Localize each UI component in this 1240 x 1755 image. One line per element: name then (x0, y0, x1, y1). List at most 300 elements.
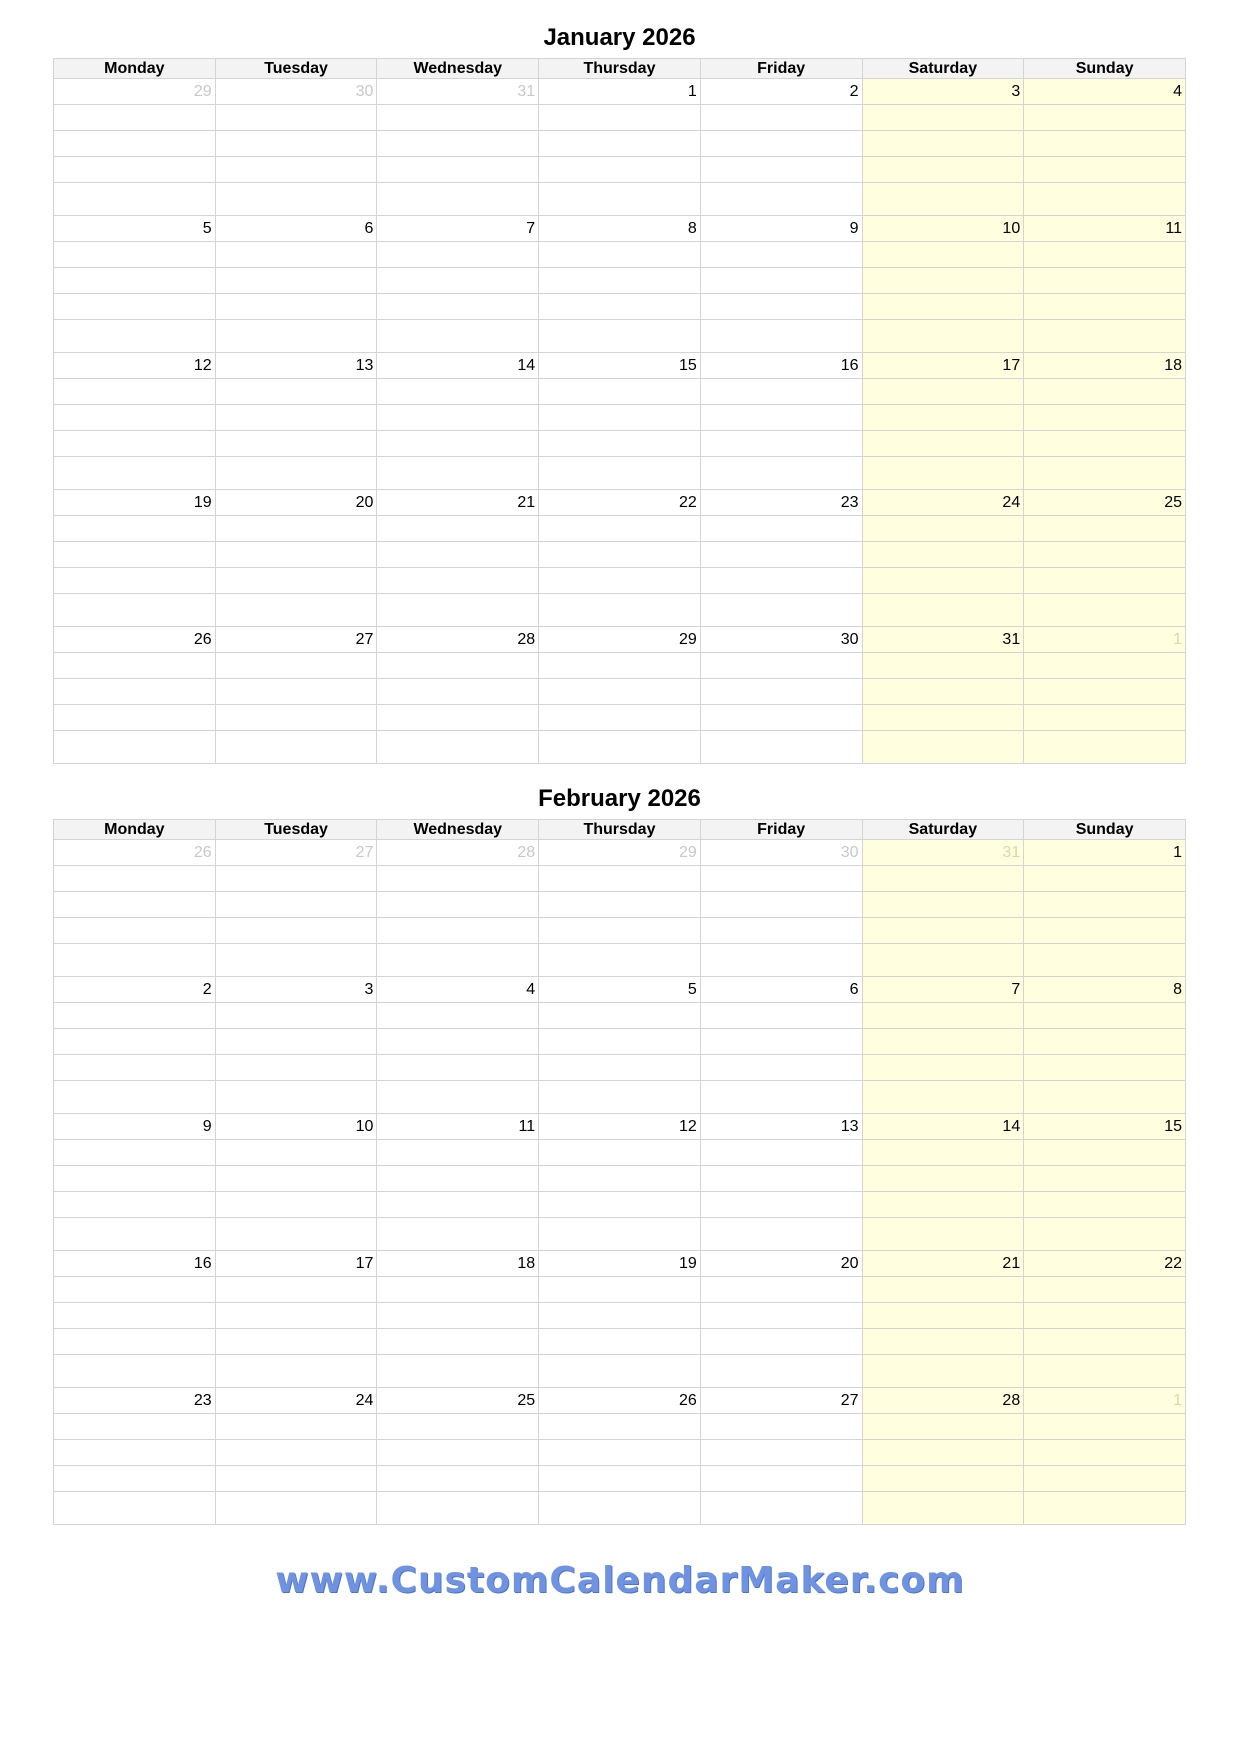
note-line[interactable] (862, 379, 1024, 405)
day-cell[interactable] (700, 353, 862, 379)
note-line[interactable] (54, 653, 216, 679)
note-line[interactable] (539, 379, 701, 405)
note-line[interactable] (1024, 1029, 1186, 1055)
note-line[interactable] (1024, 294, 1186, 320)
note-line[interactable] (215, 516, 377, 542)
note-line[interactable] (1024, 1081, 1186, 1114)
day-cell[interactable] (539, 840, 701, 866)
note-line[interactable] (377, 679, 539, 705)
note-line[interactable] (54, 379, 216, 405)
note-line[interactable] (862, 1192, 1024, 1218)
note-line[interactable] (700, 320, 862, 353)
note-line[interactable] (377, 157, 539, 183)
note-line[interactable] (54, 1355, 216, 1388)
day-cell[interactable] (862, 627, 1024, 653)
note-line[interactable] (1024, 242, 1186, 268)
note-line[interactable] (862, 1303, 1024, 1329)
note-line[interactable] (1024, 679, 1186, 705)
day-cell[interactable] (862, 490, 1024, 516)
note-line[interactable] (215, 918, 377, 944)
note-line[interactable] (1024, 516, 1186, 542)
note-line[interactable] (215, 431, 377, 457)
note-line[interactable] (377, 1218, 539, 1251)
note-line[interactable] (1024, 1192, 1186, 1218)
note-line[interactable] (862, 320, 1024, 353)
note-line[interactable] (215, 1218, 377, 1251)
day-cell[interactable] (377, 627, 539, 653)
note-line[interactable] (215, 679, 377, 705)
note-line[interactable] (215, 1440, 377, 1466)
note-line[interactable] (700, 1140, 862, 1166)
note-line[interactable] (700, 1029, 862, 1055)
note-line[interactable] (700, 131, 862, 157)
day-cell[interactable] (54, 1251, 216, 1277)
note-line[interactable] (862, 568, 1024, 594)
note-line[interactable] (862, 918, 1024, 944)
note-line[interactable] (215, 183, 377, 216)
note-line[interactable] (54, 457, 216, 490)
note-line[interactable] (54, 731, 216, 764)
note-line[interactable] (862, 653, 1024, 679)
note-line[interactable] (862, 1029, 1024, 1055)
note-line[interactable] (54, 944, 216, 977)
note-line[interactable] (1024, 320, 1186, 353)
note-line[interactable] (54, 105, 216, 131)
note-line[interactable] (700, 918, 862, 944)
day-cell[interactable] (862, 79, 1024, 105)
note-line[interactable] (1024, 1303, 1186, 1329)
note-line[interactable] (1024, 1329, 1186, 1355)
note-line[interactable] (539, 1277, 701, 1303)
note-line[interactable] (1024, 653, 1186, 679)
note-line[interactable] (700, 594, 862, 627)
note-line[interactable] (1024, 1055, 1186, 1081)
note-line[interactable] (377, 1466, 539, 1492)
day-cell[interactable] (539, 353, 701, 379)
note-line[interactable] (1024, 594, 1186, 627)
note-line[interactable] (377, 1277, 539, 1303)
day-cell[interactable] (700, 79, 862, 105)
note-line[interactable] (215, 1003, 377, 1029)
note-line[interactable] (377, 568, 539, 594)
note-line[interactable] (377, 320, 539, 353)
note-line[interactable] (539, 1192, 701, 1218)
day-cell[interactable] (1024, 1114, 1186, 1140)
day-cell[interactable] (377, 977, 539, 1003)
note-line[interactable] (862, 705, 1024, 731)
note-line[interactable] (539, 1166, 701, 1192)
note-line[interactable] (700, 405, 862, 431)
note-line[interactable] (700, 268, 862, 294)
note-line[interactable] (539, 1355, 701, 1388)
note-line[interactable] (539, 918, 701, 944)
note-line[interactable] (1024, 1414, 1186, 1440)
note-line[interactable] (54, 568, 216, 594)
note-line[interactable] (539, 1081, 701, 1114)
note-line[interactable] (377, 131, 539, 157)
note-line[interactable] (54, 157, 216, 183)
note-line[interactable] (700, 1466, 862, 1492)
note-line[interactable] (539, 542, 701, 568)
note-line[interactable] (215, 105, 377, 131)
note-line[interactable] (862, 516, 1024, 542)
day-cell[interactable] (862, 216, 1024, 242)
day-cell[interactable] (215, 627, 377, 653)
note-line[interactable] (862, 242, 1024, 268)
note-line[interactable] (862, 1414, 1024, 1440)
note-line[interactable] (862, 542, 1024, 568)
note-line[interactable] (377, 1303, 539, 1329)
day-cell[interactable] (1024, 977, 1186, 1003)
note-line[interactable] (377, 183, 539, 216)
day-cell[interactable] (539, 490, 701, 516)
note-line[interactable] (215, 457, 377, 490)
note-line[interactable] (539, 457, 701, 490)
day-cell[interactable] (377, 1251, 539, 1277)
day-cell[interactable] (215, 216, 377, 242)
day-cell[interactable] (377, 490, 539, 516)
day-cell[interactable] (1024, 1388, 1186, 1414)
note-line[interactable] (215, 379, 377, 405)
note-line[interactable] (1024, 1166, 1186, 1192)
note-line[interactable] (862, 157, 1024, 183)
day-cell[interactable] (215, 353, 377, 379)
note-line[interactable] (54, 542, 216, 568)
note-line[interactable] (700, 1003, 862, 1029)
note-line[interactable] (700, 568, 862, 594)
note-line[interactable] (377, 653, 539, 679)
note-line[interactable] (215, 731, 377, 764)
note-line[interactable] (700, 1303, 862, 1329)
note-line[interactable] (215, 1140, 377, 1166)
note-line[interactable] (700, 1192, 862, 1218)
note-line[interactable] (54, 918, 216, 944)
day-cell[interactable] (862, 977, 1024, 1003)
day-cell[interactable] (862, 353, 1024, 379)
note-line[interactable] (700, 157, 862, 183)
note-line[interactable] (539, 1329, 701, 1355)
note-line[interactable] (862, 431, 1024, 457)
note-line[interactable] (862, 1055, 1024, 1081)
note-line[interactable] (700, 731, 862, 764)
note-line[interactable] (54, 1277, 216, 1303)
note-line[interactable] (539, 1003, 701, 1029)
day-cell[interactable] (215, 1114, 377, 1140)
note-line[interactable] (54, 1081, 216, 1114)
day-cell[interactable] (1024, 353, 1186, 379)
note-line[interactable] (54, 268, 216, 294)
note-line[interactable] (215, 568, 377, 594)
note-line[interactable] (377, 405, 539, 431)
note-line[interactable] (862, 1355, 1024, 1388)
note-line[interactable] (700, 1081, 862, 1114)
note-line[interactable] (862, 866, 1024, 892)
day-cell[interactable] (54, 1388, 216, 1414)
note-line[interactable] (1024, 157, 1186, 183)
note-line[interactable] (700, 1218, 862, 1251)
note-line[interactable] (539, 157, 701, 183)
note-line[interactable] (539, 594, 701, 627)
note-line[interactable] (862, 105, 1024, 131)
note-line[interactable] (862, 1218, 1024, 1251)
note-line[interactable] (539, 516, 701, 542)
note-line[interactable] (1024, 892, 1186, 918)
note-line[interactable] (377, 105, 539, 131)
day-cell[interactable] (54, 627, 216, 653)
day-cell[interactable] (377, 353, 539, 379)
note-line[interactable] (377, 379, 539, 405)
note-line[interactable] (215, 1081, 377, 1114)
note-line[interactable] (377, 731, 539, 764)
note-line[interactable] (215, 1166, 377, 1192)
note-line[interactable] (700, 183, 862, 216)
note-line[interactable] (215, 320, 377, 353)
note-line[interactable] (539, 268, 701, 294)
note-line[interactable] (377, 866, 539, 892)
day-cell[interactable] (700, 977, 862, 1003)
note-line[interactable] (54, 242, 216, 268)
note-line[interactable] (539, 1492, 701, 1525)
note-line[interactable] (862, 294, 1024, 320)
day-cell[interactable] (215, 490, 377, 516)
note-line[interactable] (1024, 1218, 1186, 1251)
note-line[interactable] (700, 542, 862, 568)
note-line[interactable] (862, 131, 1024, 157)
note-line[interactable] (377, 1329, 539, 1355)
note-line[interactable] (700, 1329, 862, 1355)
note-line[interactable] (862, 183, 1024, 216)
note-line[interactable] (539, 242, 701, 268)
note-line[interactable] (377, 1003, 539, 1029)
note-line[interactable] (862, 944, 1024, 977)
note-line[interactable] (700, 1355, 862, 1388)
note-line[interactable] (54, 1055, 216, 1081)
note-line[interactable] (700, 1492, 862, 1525)
note-line[interactable] (700, 516, 862, 542)
note-line[interactable] (215, 1414, 377, 1440)
note-line[interactable] (377, 1355, 539, 1388)
note-line[interactable] (54, 1414, 216, 1440)
note-line[interactable] (539, 320, 701, 353)
note-line[interactable] (215, 1192, 377, 1218)
note-line[interactable] (215, 268, 377, 294)
note-line[interactable] (54, 320, 216, 353)
note-line[interactable] (1024, 457, 1186, 490)
note-line[interactable] (1024, 542, 1186, 568)
note-line[interactable] (54, 405, 216, 431)
note-line[interactable] (700, 379, 862, 405)
note-line[interactable] (539, 1029, 701, 1055)
note-line[interactable] (215, 542, 377, 568)
note-line[interactable] (1024, 1140, 1186, 1166)
note-line[interactable] (215, 1466, 377, 1492)
note-line[interactable] (215, 157, 377, 183)
note-line[interactable] (1024, 183, 1186, 216)
day-cell[interactable] (377, 1388, 539, 1414)
note-line[interactable] (539, 105, 701, 131)
note-line[interactable] (215, 653, 377, 679)
day-cell[interactable] (862, 1388, 1024, 1414)
day-cell[interactable] (1024, 1251, 1186, 1277)
note-line[interactable] (1024, 405, 1186, 431)
note-line[interactable] (54, 1029, 216, 1055)
day-cell[interactable] (862, 840, 1024, 866)
note-line[interactable] (377, 1081, 539, 1114)
note-line[interactable] (700, 1414, 862, 1440)
day-cell[interactable] (539, 1251, 701, 1277)
note-line[interactable] (539, 1055, 701, 1081)
note-line[interactable] (700, 1166, 862, 1192)
note-line[interactable] (539, 1414, 701, 1440)
note-line[interactable] (1024, 131, 1186, 157)
note-line[interactable] (539, 431, 701, 457)
note-line[interactable] (862, 268, 1024, 294)
note-line[interactable] (215, 1492, 377, 1525)
note-line[interactable] (862, 679, 1024, 705)
note-line[interactable] (539, 183, 701, 216)
note-line[interactable] (862, 1003, 1024, 1029)
note-line[interactable] (377, 594, 539, 627)
note-line[interactable] (54, 892, 216, 918)
note-line[interactable] (54, 1466, 216, 1492)
note-line[interactable] (54, 1192, 216, 1218)
note-line[interactable] (862, 1081, 1024, 1114)
day-cell[interactable] (700, 840, 862, 866)
note-line[interactable] (215, 594, 377, 627)
note-line[interactable] (54, 431, 216, 457)
day-cell[interactable] (539, 79, 701, 105)
note-line[interactable] (377, 1414, 539, 1440)
note-line[interactable] (215, 892, 377, 918)
day-cell[interactable] (700, 1114, 862, 1140)
note-line[interactable] (539, 679, 701, 705)
note-line[interactable] (215, 294, 377, 320)
note-line[interactable] (862, 457, 1024, 490)
day-cell[interactable] (54, 490, 216, 516)
day-cell[interactable] (377, 79, 539, 105)
day-cell[interactable] (862, 1251, 1024, 1277)
day-cell[interactable] (539, 216, 701, 242)
day-cell[interactable] (54, 79, 216, 105)
day-cell[interactable] (539, 1114, 701, 1140)
note-line[interactable] (215, 1055, 377, 1081)
day-cell[interactable] (377, 1114, 539, 1140)
note-line[interactable] (54, 131, 216, 157)
note-line[interactable] (1024, 1355, 1186, 1388)
note-line[interactable] (1024, 1277, 1186, 1303)
day-cell[interactable] (215, 1388, 377, 1414)
note-line[interactable] (377, 268, 539, 294)
note-line[interactable] (700, 294, 862, 320)
note-line[interactable] (539, 705, 701, 731)
note-line[interactable] (54, 1140, 216, 1166)
note-line[interactable] (377, 1440, 539, 1466)
note-line[interactable] (700, 1055, 862, 1081)
day-cell[interactable] (700, 490, 862, 516)
note-line[interactable] (1024, 379, 1186, 405)
note-line[interactable] (54, 1440, 216, 1466)
note-line[interactable] (700, 679, 862, 705)
note-line[interactable] (1024, 1492, 1186, 1525)
note-line[interactable] (377, 457, 539, 490)
note-line[interactable] (215, 131, 377, 157)
note-line[interactable] (700, 892, 862, 918)
note-line[interactable] (539, 1466, 701, 1492)
note-line[interactable] (862, 405, 1024, 431)
note-line[interactable] (54, 1003, 216, 1029)
note-line[interactable] (539, 892, 701, 918)
note-line[interactable] (54, 1492, 216, 1525)
note-line[interactable] (539, 568, 701, 594)
note-line[interactable] (862, 1466, 1024, 1492)
note-line[interactable] (862, 1140, 1024, 1166)
note-line[interactable] (539, 294, 701, 320)
note-line[interactable] (215, 705, 377, 731)
day-cell[interactable] (539, 977, 701, 1003)
note-line[interactable] (215, 242, 377, 268)
note-line[interactable] (1024, 1003, 1186, 1029)
note-line[interactable] (1024, 105, 1186, 131)
note-line[interactable] (539, 731, 701, 764)
day-cell[interactable] (1024, 79, 1186, 105)
note-line[interactable] (54, 1218, 216, 1251)
note-line[interactable] (1024, 568, 1186, 594)
note-line[interactable] (539, 866, 701, 892)
note-line[interactable] (215, 405, 377, 431)
day-cell[interactable] (54, 216, 216, 242)
day-cell[interactable] (54, 1114, 216, 1140)
day-cell[interactable] (215, 977, 377, 1003)
day-cell[interactable] (215, 79, 377, 105)
note-line[interactable] (215, 866, 377, 892)
note-line[interactable] (377, 516, 539, 542)
note-line[interactable] (1024, 866, 1186, 892)
note-line[interactable] (377, 892, 539, 918)
note-line[interactable] (377, 1029, 539, 1055)
note-line[interactable] (700, 944, 862, 977)
note-line[interactable] (54, 183, 216, 216)
note-line[interactable] (215, 1277, 377, 1303)
day-cell[interactable] (1024, 627, 1186, 653)
note-line[interactable] (54, 594, 216, 627)
note-line[interactable] (539, 1440, 701, 1466)
note-line[interactable] (1024, 1440, 1186, 1466)
day-cell[interactable] (700, 627, 862, 653)
note-line[interactable] (1024, 731, 1186, 764)
note-line[interactable] (54, 1303, 216, 1329)
note-line[interactable] (1024, 431, 1186, 457)
day-cell[interactable] (1024, 840, 1186, 866)
note-line[interactable] (862, 1492, 1024, 1525)
day-cell[interactable] (54, 840, 216, 866)
note-line[interactable] (539, 405, 701, 431)
note-line[interactable] (377, 542, 539, 568)
day-cell[interactable] (54, 977, 216, 1003)
note-line[interactable] (215, 1303, 377, 1329)
note-line[interactable] (862, 1329, 1024, 1355)
note-line[interactable] (862, 892, 1024, 918)
note-line[interactable] (54, 294, 216, 320)
note-line[interactable] (215, 1329, 377, 1355)
note-line[interactable] (377, 705, 539, 731)
day-cell[interactable] (1024, 216, 1186, 242)
day-cell[interactable] (700, 1388, 862, 1414)
note-line[interactable] (1024, 1466, 1186, 1492)
note-line[interactable] (1024, 918, 1186, 944)
note-line[interactable] (377, 431, 539, 457)
note-line[interactable] (700, 866, 862, 892)
day-cell[interactable] (539, 1388, 701, 1414)
